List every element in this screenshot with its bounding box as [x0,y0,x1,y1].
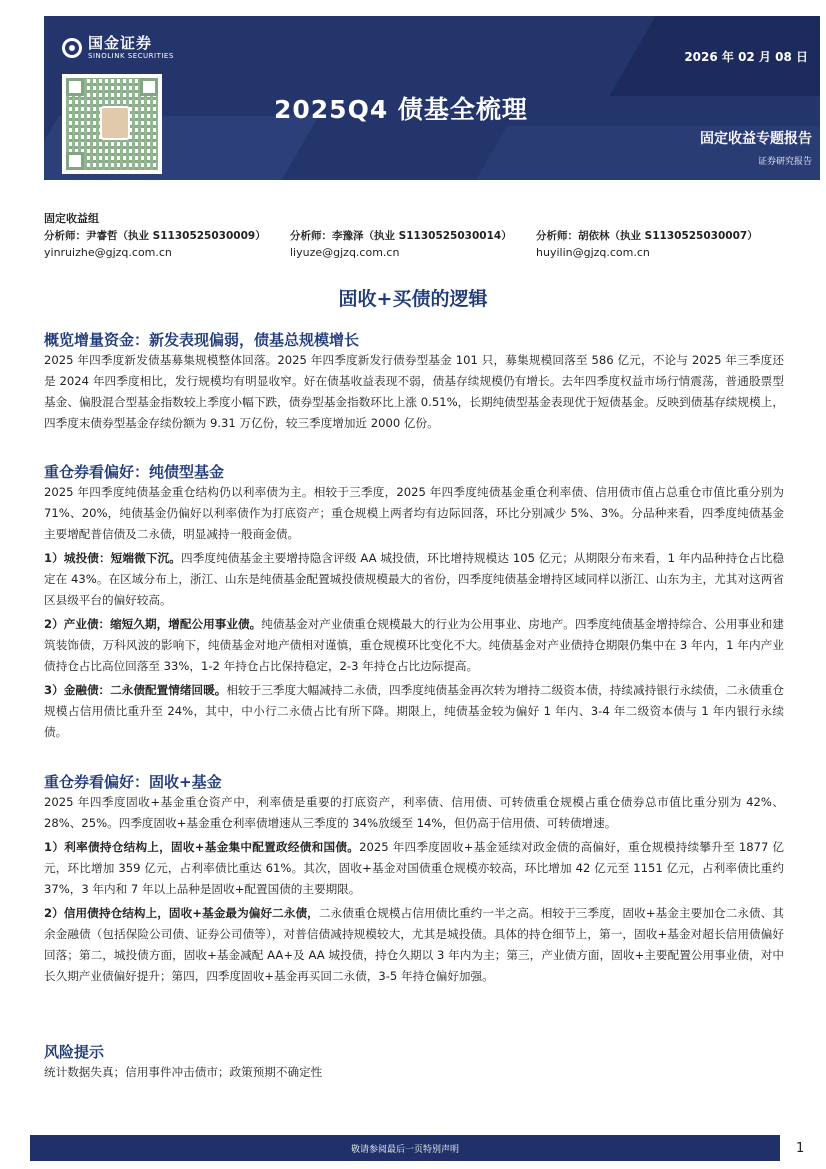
report-date: 2026 年 02 月 08 日 [684,50,808,64]
paragraph-body: 纯债基金对产业债重仓规模最大的行业为公用事业、房地产。四季度纯债基金增持综合、公用事业和建筑装饰债，万科风波的影响下，纯债基金对地产债相对谨慎，重仓规模环比变化不大。纯债基金对产业债持仓期限仍集中在 3 年内，1 年内产业债持仓占比高位回落至 33%，1-2 年持仓占比保持稳定，2-3 年持仓占比边际提高。 [44,617,784,673]
report-title: 2025Q4 债基全梳理 [274,95,528,124]
report-header-banner [44,16,820,180]
footer-disclaimer[interactable]: 敬请参阅最后一页特别声明 [350,1145,459,1155]
paragraph-lead: 1）利率债持仓结构上，固收+基金集中配置政经债和国债。 [44,840,360,854]
paragraph [44,837,784,900]
paragraph [44,548,784,611]
logo-icon [62,38,82,58]
paragraph-body: 二永债重仓规模占信用债比重约一半之高。相较于三季度，固收+基金主要加仓二永债、其余金融债（包括保险公司债、证券公司债等），对普信债减持规模较大，尤其是城投债。具体的持仓细节上，第一，固收+基金对超长信用债偏好回落；第二，城投债方面，固收+基金减配 AA+及 AA 城投债，持仓久期以 3 年内为主；第三，产业债方面，固收+主要配置公用事业债，对中长久期产业债偏好提升；第四，四季度固收+基金再买回二永债，3-5 年持仓偏好加强。 [44,906,784,983]
report-type: 固定收益专题报告 [700,131,812,147]
paragraph: 2025 年四季度纯债基金重仓结构仍以利率债为主。相较于三季度，2025 年四季度纯债基金重仓利率债、信用债市值占总重仓市值比重分别为 71%、20%，纯债基金仍偏好以利率债作为打底资产；重仓规模上两者均有边际回落，环比分别减少 5%、3%。分品种来看，四季度纯债基金主要增配普信债及二永债，明显减持一般商金债。 [44,485,784,541]
logo-name-en: SINOLINK SECURITIES [88,52,174,60]
paragraph-body: 2025 年四季度固收+基金延续对政金债的高偏好，重仓规模持续攀升至 1877 亿元，环比增加 359 亿元，占利率债比重达 61%。其次，固收+基金对国债重仓规模亦较高，环比增加 42 亿元至 1151 亿元，占利率债比重约 37%，3 年内和 7 年以上品种是固收+配置国债的主要期限。 [44,840,784,896]
report-subtype: 证券研究报告 [757,157,812,167]
analyst-name: 分析师：李豫泽（执业 S1130525030014） [290,230,512,242]
paragraph-lead: 2）信用债持仓结构上，固收+基金最为偏好二永债， [44,906,319,920]
paragraph: 2025 年四季度固收+基金重仓资产中，利率债是重要的打底资产，利率债、信用债、可转债重仓规模占重仓债券总市值比重分别为 42%、28%、25%。四季度固收+基金重仓利率债增速从三季度的 34%放缓至 14%，但仍高于信用债、可转债增速。 [44,795,784,830]
paragraph [44,680,784,743]
section-risk [44,1042,784,1083]
team-name: 固定收益组 [44,212,99,225]
page-number: 1 [796,1141,805,1156]
section-overview [44,330,784,434]
paragraph-body: 四季度纯债基金主要增持隐含评级 AA 城投债，环比增持规模达 105 亿元；从期限分布来看，1 年内品种持仓占比稳定在 43%。在区域分布上，浙江、山东是纯债基金配置城投债规模最大的省份，四季度纯债基金增持区域同样以浙江、山东为主，尤其对这两省区县级平台的偏好较高。 [44,551,784,607]
paragraph-lead: 3）金融债：二永债配置情绪回暖。 [44,683,227,697]
analyst-email[interactable]: liyuze@gjzq.com.cn [290,246,400,259]
analyst-name: 分析师：胡依林（执业 S1130525030007） [536,230,758,242]
main-title: 固收+买债的逻辑 [338,288,488,310]
paragraph-body: 相较于三季度大幅减持二永债，四季度纯债基金再次转为增持二级资本债，持续减持银行永续债，二永债重仓规模占信用债比重升至 24%，其中，中小行二永债占比有所下降。期限上，纯债基金较为偏好 1 年内、3-4 年二级资本债与 1 年内银行永续债。 [44,683,784,739]
section-heading: 重仓券看偏好：固收+基金 [44,773,222,791]
analyst-entry [290,228,512,259]
analyst-entry [44,228,266,259]
qr-code-icon [62,74,162,174]
paragraph-lead: 2）产业债：缩短久期，增配公用事业债。 [44,617,262,631]
paragraph: 2025 年四季度新发债基募集规模整体回落。2025 年四季度新发行债券型基金 101 只，募集规模回落至 586 亿元，不论与 2025 年三季度还是 2024 年四季度相比，发行规模均有明显收窄。好在债基收益表现不弱，债基存续规模仍有增长。去年四季度权益市场行情震荡，普通股票型基金、偏股混合型基金指数较上季度小幅下跌，债券型基金指数环比上涨 0.51%，长期纯债型基金表现优于短债基金。反映到债基存续规模上，四季度末债券型基金存续份额为 9.31 万亿份，较三季度增加近 2000 亿份。 [44,353,784,430]
analyst-name: 分析师：尹睿哲（执业 S1130525030009） [44,230,266,242]
section-heading: 重仓券看偏好：纯债型基金 [44,463,225,481]
analyst-email[interactable]: yinruizhe@gjzq.com.cn [44,246,172,259]
paragraph: 统计数据失真；信用事件冲击债市；政策预期不确定性 [44,1065,323,1079]
paragraph [44,903,784,987]
section-heading: 概览增量资金：新发表现偏弱，债基总规模增长 [44,331,360,349]
footer-bar [30,1135,780,1161]
paragraph-lead: 1）城投债：短端微下沉。 [44,551,181,565]
company-logo [62,36,174,60]
section-pure-bond-fund [44,462,784,743]
paragraph [44,614,784,677]
analyst-email[interactable]: huyilin@gjzq.com.cn [536,246,650,259]
logo-name-cn: 国金证券 [88,34,153,52]
section-fixed-income-plus [44,772,784,987]
section-heading: 风险提示 [44,1043,105,1061]
analyst-entry [536,228,758,259]
